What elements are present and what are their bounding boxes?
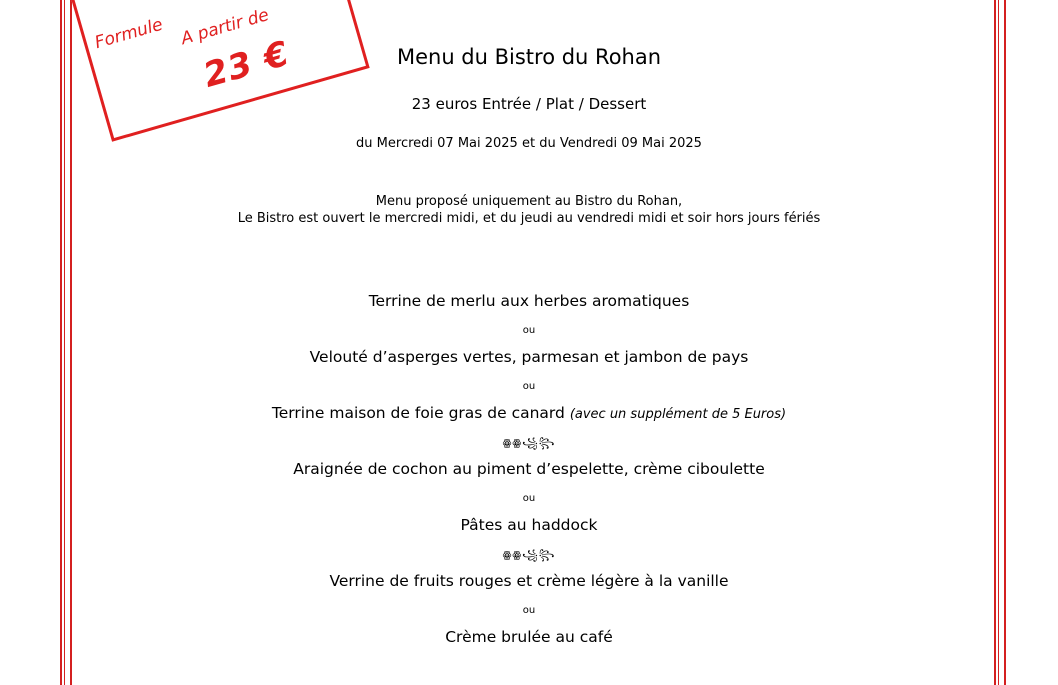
- starter-2: Velouté d’asperges vertes, parmesan et jambon de pays: [309, 348, 749, 366]
- page-title: Menu du Bistro du Rohan: [396, 45, 662, 69]
- dessert-1: Verrine de fruits rouges et crème légère à la vanille: [329, 572, 729, 590]
- notice-line-1: Menu proposé uniquement au Bistro du Rohan,: [375, 194, 683, 209]
- starter-3-supplement: (avec un supplément de 5 Euros): [569, 407, 787, 422]
- course-separator-ornament: ꙮꙮ꧁꧂: [502, 438, 556, 449]
- menu-dates: du Mercredi 07 Mai 2025 et du Vendredi 09 Mai 2025: [356, 136, 702, 151]
- starter-1: Terrine de merlu aux herbes aromatiques: [368, 292, 690, 310]
- or-separator: ou: [522, 493, 536, 504]
- notice-line-2: Le Bistro est ouvert le mercredi midi, et du jeudi au vendredi midi et soir hors jours fériés: [237, 211, 821, 226]
- starter-3-label: Terrine maison de foie gras de canard: [271, 404, 565, 422]
- or-separator: ou: [522, 381, 536, 392]
- main-1: Araignée de cochon au piment d’espelette, crème ciboulette: [293, 460, 765, 478]
- dessert-2: Crème brulée au café: [445, 628, 613, 646]
- price-stamp: [66, 0, 369, 142]
- or-separator: ou: [522, 605, 536, 616]
- stamp-from-text: A partir de: [178, 5, 272, 50]
- main-2: Pâtes au haddock: [460, 516, 598, 534]
- or-separator: ou: [522, 325, 536, 336]
- opening-notice: [0, 193, 1058, 227]
- menu-subtitle: 23 euros Entrée / Plat / Dessert: [411, 95, 647, 113]
- course-separator-ornament: ꙮꙮ꧁꧂: [502, 550, 556, 561]
- starter-3: [0, 404, 1058, 422]
- stamp-formule-text: Formule: [92, 14, 166, 54]
- stamp-price: 23 €: [199, 33, 294, 96]
